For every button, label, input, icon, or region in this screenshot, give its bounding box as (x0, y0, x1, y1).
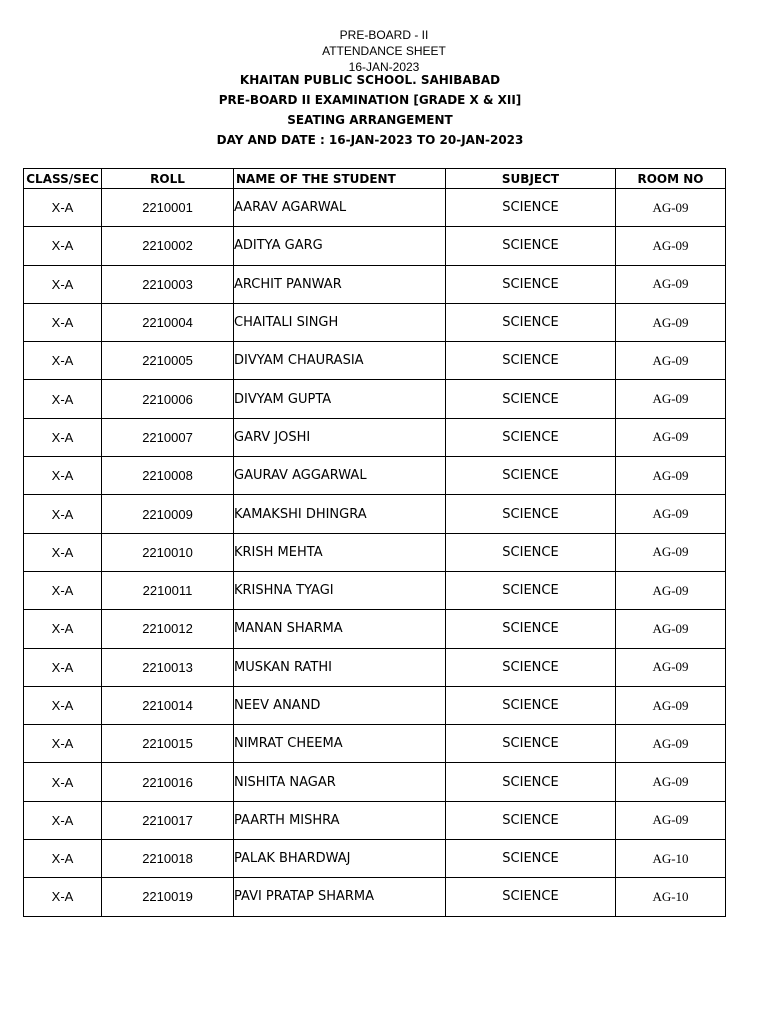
table-row (24, 265, 726, 303)
student-name-cell: PALAK BHARDWAJ (234, 840, 446, 878)
roll-cell: 2210008 (102, 457, 234, 495)
subject-cell: SCIENCE (446, 418, 616, 456)
student-name-cell: CHAITALI SINGH (234, 303, 446, 341)
room-cell: AG-09 (616, 495, 726, 533)
subject-cell: SCIENCE (446, 303, 616, 341)
roll-cell: 2210002 (102, 227, 234, 265)
seating-table (23, 168, 726, 917)
room-cell: AG-09 (616, 303, 726, 341)
class-cell: X-A (24, 878, 102, 916)
room-cell: AG-09 (616, 571, 726, 609)
column-header-subject: SUBJECT (446, 169, 616, 189)
table-row (24, 610, 726, 648)
table-row (24, 380, 726, 418)
class-cell: X-A (24, 418, 102, 456)
student-name-cell: NIMRAT CHEEMA (234, 725, 446, 763)
table-row (24, 686, 726, 724)
table-row (24, 457, 726, 495)
subject-cell: SCIENCE (446, 801, 616, 839)
table-row (24, 227, 726, 265)
class-cell: X-A (24, 342, 102, 380)
student-name-cell: KRISH MEHTA (234, 533, 446, 571)
student-name-cell: GAURAV AGGARWAL (234, 457, 446, 495)
roll-cell: 2210019 (102, 878, 234, 916)
subject-cell: SCIENCE (446, 648, 616, 686)
column-header-room: ROOM NO (616, 169, 726, 189)
roll-cell: 2210009 (102, 495, 234, 533)
room-cell: AG-09 (616, 725, 726, 763)
table-row (24, 878, 726, 916)
subject-cell: SCIENCE (446, 840, 616, 878)
student-name-cell: NEEV ANAND (234, 686, 446, 724)
student-name-cell: ARCHIT PANWAR (234, 265, 446, 303)
class-cell: X-A (24, 610, 102, 648)
exam-title: PRE-BOARD II EXAMINATION [GRADE X & XII] (218, 93, 522, 107)
table-row (24, 418, 726, 456)
table-row (24, 342, 726, 380)
subject-cell: SCIENCE (446, 763, 616, 801)
student-name-cell: PAARTH MISHRA (234, 801, 446, 839)
class-cell: X-A (24, 303, 102, 341)
roll-cell: 2210016 (102, 763, 234, 801)
roll-cell: 2210004 (102, 303, 234, 341)
table-row (24, 189, 726, 227)
roll-cell: 2210006 (102, 380, 234, 418)
subject-cell: SCIENCE (446, 878, 616, 916)
room-cell: AG-09 (616, 189, 726, 227)
room-cell: AG-09 (616, 801, 726, 839)
sheet-date-line: 16-JAN-2023 (348, 60, 420, 74)
class-cell: X-A (24, 533, 102, 571)
class-cell: X-A (24, 495, 102, 533)
table-row (24, 648, 726, 686)
roll-cell: 2210015 (102, 725, 234, 763)
subject-cell: SCIENCE (446, 571, 616, 609)
table-row (24, 801, 726, 839)
date-range: DAY AND DATE : 16-JAN-2023 TO 20-JAN-2023 (216, 133, 524, 147)
room-cell: AG-09 (616, 533, 726, 571)
class-cell: X-A (24, 457, 102, 495)
student-name-cell: DIVYAM GUPTA (234, 380, 446, 418)
column-header-roll: ROLL (102, 169, 234, 189)
room-cell: AG-09 (616, 418, 726, 456)
class-cell: X-A (24, 840, 102, 878)
sheet-type-line: ATTENDANCE SHEET (322, 44, 446, 58)
arrangement-title: SEATING ARRANGEMENT (287, 113, 453, 127)
class-cell: X-A (24, 227, 102, 265)
school-name: KHAITAN PUBLIC SCHOOL. SAHIBABAD (239, 73, 501, 87)
subject-cell: SCIENCE (446, 457, 616, 495)
student-name-cell: MANAN SHARMA (234, 610, 446, 648)
subject-cell: SCIENCE (446, 227, 616, 265)
student-name-cell: PAVI PRATAP SHARMA (234, 878, 446, 916)
room-cell: AG-09 (616, 457, 726, 495)
school-info (160, 70, 580, 150)
class-cell: X-A (24, 571, 102, 609)
class-cell: X-A (24, 801, 102, 839)
roll-cell: 2210017 (102, 801, 234, 839)
roll-cell: 2210018 (102, 840, 234, 878)
table-row (24, 533, 726, 571)
student-name-cell: NISHITA NAGAR (234, 763, 446, 801)
room-cell: AG-09 (616, 265, 726, 303)
room-cell: AG-09 (616, 342, 726, 380)
room-cell: AG-09 (616, 380, 726, 418)
room-cell: AG-10 (616, 878, 726, 916)
student-name-cell: MUSKAN RATHI (234, 648, 446, 686)
roll-cell: 2210005 (102, 342, 234, 380)
room-cell: AG-10 (616, 840, 726, 878)
student-name-cell: KAMAKSHI DHINGRA (234, 495, 446, 533)
class-cell: X-A (24, 763, 102, 801)
room-cell: AG-09 (616, 227, 726, 265)
roll-cell: 2210014 (102, 686, 234, 724)
table-row (24, 840, 726, 878)
student-name-cell: DIVYAM CHAURASIA (234, 342, 446, 380)
subject-cell: SCIENCE (446, 533, 616, 571)
table-row (24, 303, 726, 341)
subject-cell: SCIENCE (446, 686, 616, 724)
class-cell: X-A (24, 725, 102, 763)
exam-name-line: PRE-BOARD - II (339, 28, 429, 42)
student-name-cell: GARV JOSHI (234, 418, 446, 456)
table-row (24, 495, 726, 533)
subject-cell: SCIENCE (446, 342, 616, 380)
roll-cell: 2210003 (102, 265, 234, 303)
class-cell: X-A (24, 189, 102, 227)
table-row (24, 571, 726, 609)
roll-cell: 2210010 (102, 533, 234, 571)
student-name-cell: ADITYA GARG (234, 227, 446, 265)
subject-cell: SCIENCE (446, 610, 616, 648)
student-name-cell: AARAV AGARWAL (234, 189, 446, 227)
table-row (24, 725, 726, 763)
room-cell: AG-09 (616, 686, 726, 724)
table-row (24, 763, 726, 801)
roll-cell: 2210011 (102, 571, 234, 609)
subject-cell: SCIENCE (446, 265, 616, 303)
class-cell: X-A (24, 380, 102, 418)
student-name-cell: KRISHNA TYAGI (234, 571, 446, 609)
table-header-row (24, 169, 726, 189)
subject-cell: SCIENCE (446, 380, 616, 418)
subject-cell: SCIENCE (446, 189, 616, 227)
column-header-name: NAME OF THE STUDENT (234, 169, 446, 189)
roll-cell: 2210013 (102, 648, 234, 686)
roll-cell: 2210001 (102, 189, 234, 227)
roll-cell: 2210007 (102, 418, 234, 456)
room-cell: AG-09 (616, 648, 726, 686)
class-cell: X-A (24, 265, 102, 303)
class-cell: X-A (24, 686, 102, 724)
class-cell: X-A (24, 648, 102, 686)
room-cell: AG-09 (616, 610, 726, 648)
column-header-class: CLASS/SEC (24, 169, 102, 189)
subject-cell: SCIENCE (446, 725, 616, 763)
roll-cell: 2210012 (102, 610, 234, 648)
room-cell: AG-09 (616, 763, 726, 801)
subject-cell: SCIENCE (446, 495, 616, 533)
